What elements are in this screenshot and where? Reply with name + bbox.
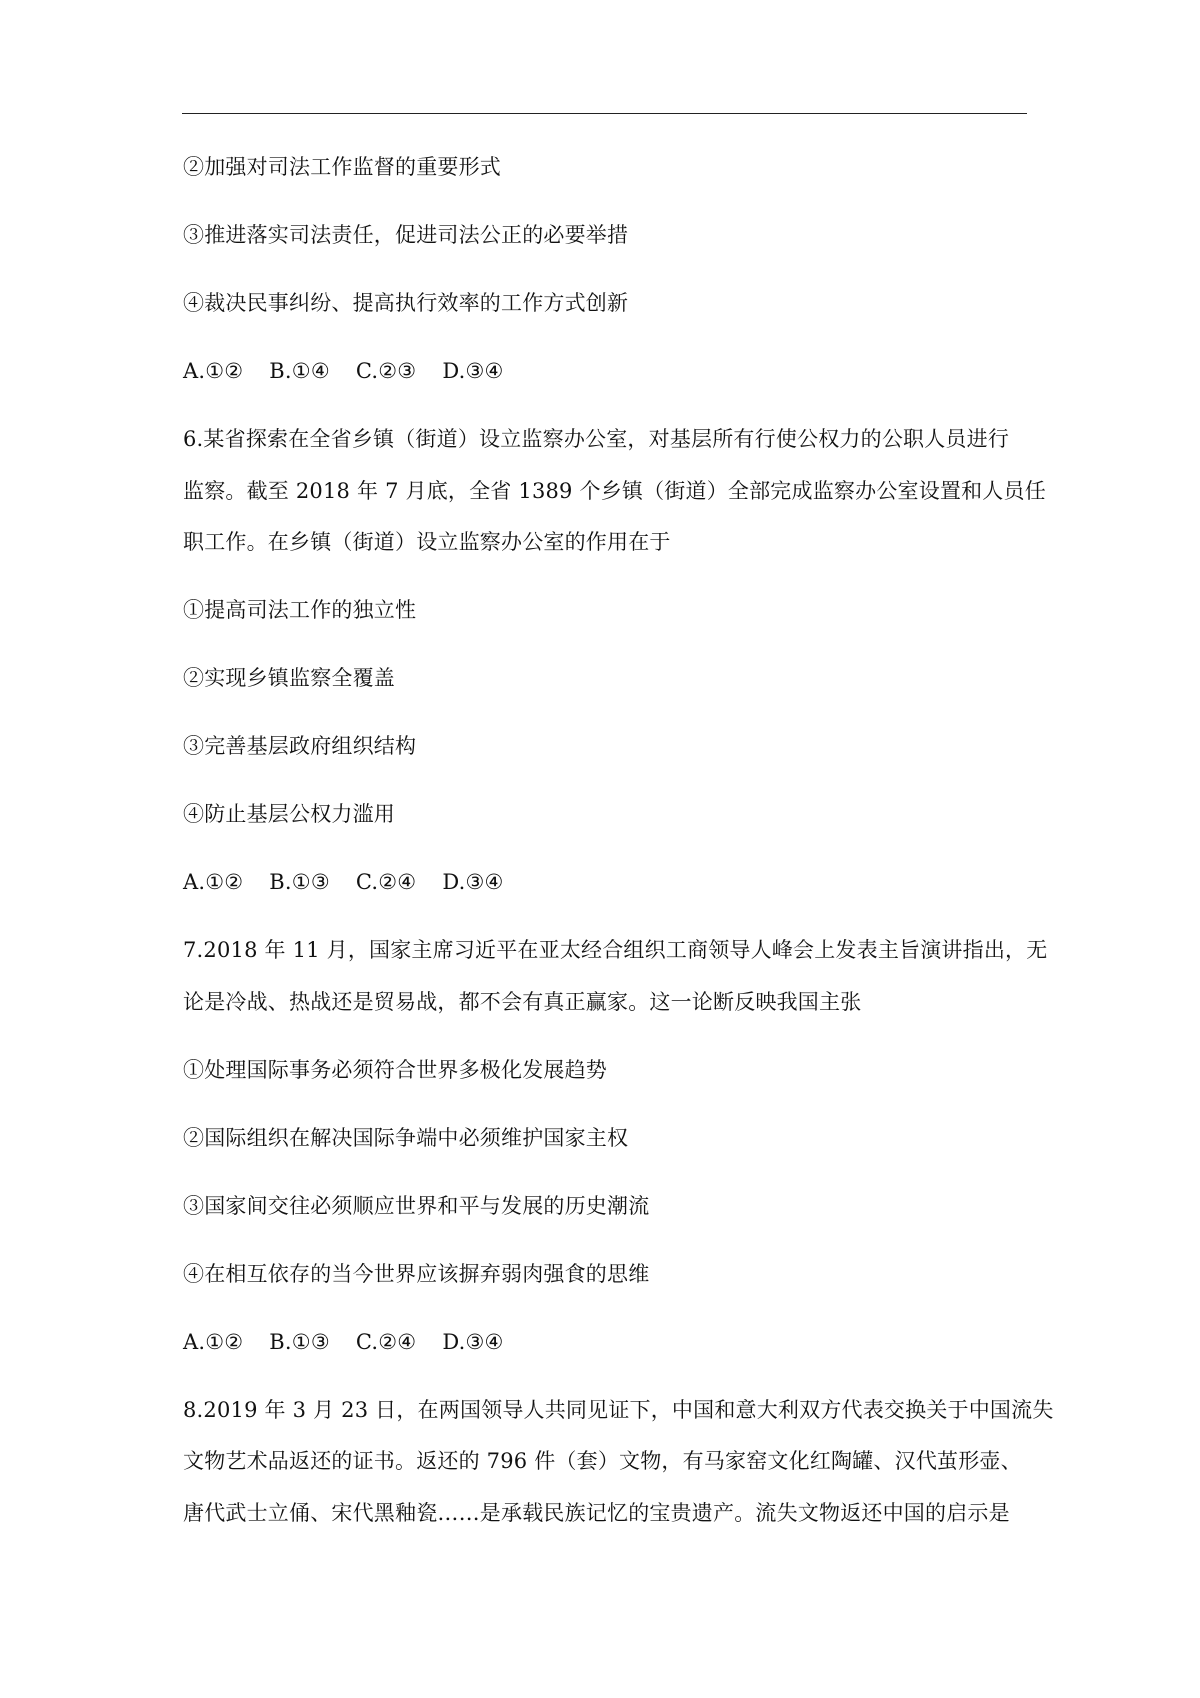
q5-answer-d: D.③④	[442, 359, 504, 383]
q6-stem-line: 职工作。在乡镇（街道）设立监察办公室的作用在于	[183, 530, 671, 554]
q5-answer-b: B.①④	[269, 359, 330, 383]
q8-stem-line: 文物艺术品返还的证书。返还的 796 件（套）文物，有马家窑文化红陶罐、汉代茧形壶、	[183, 1449, 1022, 1473]
q7-option-4: ④在相互依存的当今世界应该摒弃弱肉强食的思维	[183, 1261, 650, 1286]
q6-option-3: ③完善基层政府组织结构	[183, 734, 417, 758]
q6-answer-c: C.②④	[355, 870, 417, 894]
q6-answer-a: A.①②	[183, 870, 244, 894]
q6-option-1: ①提高司法工作的独立性	[183, 598, 417, 622]
q6-answer-b: B.①③	[269, 870, 330, 894]
q6-stem-line: 6.某省探索在全省乡镇（街道）设立监察办公室，对基层所有行使公权力的公职人员进行	[183, 427, 1010, 451]
q5-answer-a: A.①②	[183, 359, 244, 383]
q6-answer-choices	[183, 865, 1028, 899]
q5-option-3: ③推进落实司法责任，促进司法公正的必要举措	[183, 223, 629, 247]
q5-option-2: ②加强对司法工作监督的重要形式	[183, 155, 501, 179]
q5-answer-c: C.②③	[355, 359, 417, 383]
q7-option-3: ③国家间交往必须顺应世界和平与发展的历史潮流	[183, 1193, 650, 1218]
q7-stem-line: 7.2018 年 11 月，国家主席习近平在亚太经合组织工商领导人峰会上发表主旨演讲指出，无	[183, 938, 1048, 962]
q6-stem	[183, 422, 1046, 559]
q6-option-2: ②实现乡镇监察全覆盖	[183, 666, 395, 690]
q8-stem-line: 8.2019 年 3 月 23 日，在两国领导人共同见证下，中国和意大利双方代表交换关于中国流失	[183, 1397, 1054, 1422]
q5-answer-choices	[183, 354, 1028, 388]
q6-answer-d: D.③④	[442, 870, 504, 894]
q7-option-2: ②国际组织在解决国际争端中必须维护国家主权	[183, 1125, 629, 1150]
q7-answer-c: C.②④	[355, 1329, 417, 1354]
q8-stem-line: 唐代武士立俑、宋代黑釉瓷……是承载民族记忆的宝贵遗产。流失文物返还中国的启示是	[183, 1500, 1010, 1525]
q5-option-4: ④裁决民事纠纷、提高执行效率的工作方式创新	[183, 291, 629, 315]
q6-stem-line: 监察。截至 2018 年 7 月底，全省 1389 个乡镇（街道）全部完成监察办公室设置和人员任	[183, 478, 1046, 503]
q7-option-1: ①处理国际事务必须符合世界多极化发展趋势	[183, 1057, 607, 1082]
q7-stem-line: 论是冷战、热战还是贸易战，都不会有真正赢家。这一论断反映我国主张	[183, 989, 862, 1014]
header-rule	[182, 113, 1027, 114]
q7-answer-choices	[183, 1325, 1028, 1359]
q6-option-4: ④防止基层公权力滥用	[183, 802, 395, 826]
document-content	[183, 150, 1054, 1564]
q8-stem	[183, 1393, 1054, 1530]
q7-answer-d: D.③④	[442, 1329, 504, 1354]
q7-stem	[183, 933, 1048, 1019]
q7-answer-b: B.①③	[269, 1329, 330, 1354]
q7-answer-a: A.①②	[183, 1329, 244, 1354]
